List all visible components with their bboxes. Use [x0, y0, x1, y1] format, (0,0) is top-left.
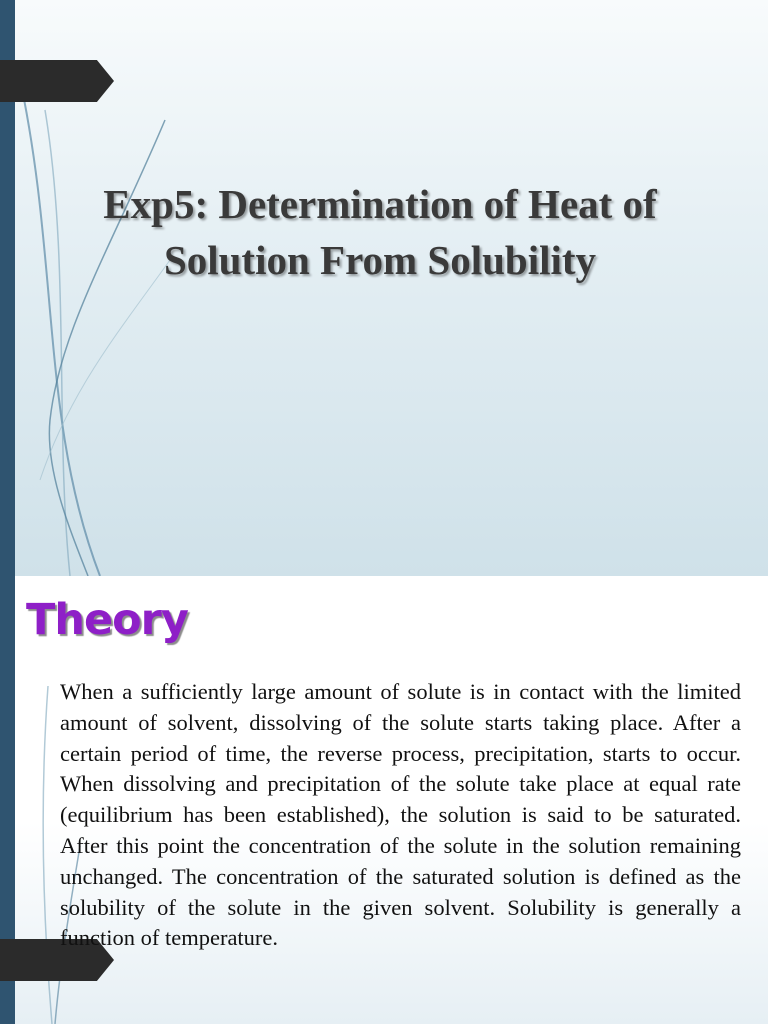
theory-paragraph: When a sufficiently large amount of solute is in contact with the limited amount of solvent, dissolving of the solute starts taking place. After a certain period of time, the reverse process, precipitation, starts to occur. When dissolving and precipitation of the solute take place at equal rate (equilibrium has been established), the solution is said to be saturated. After this point the concentration of the solute in the solution remaining unchanged. The concentration of the saturated solution is defined as the solubility of the solute in the given solvent. Solubility is generally a function of temperature.: [60, 679, 741, 951]
theory-heading: Theory: [26, 595, 188, 645]
title-arrow-tab: [0, 60, 114, 102]
slide-title: Exp5: Determination of Heat of Solution From Solubility: [103, 181, 657, 283]
